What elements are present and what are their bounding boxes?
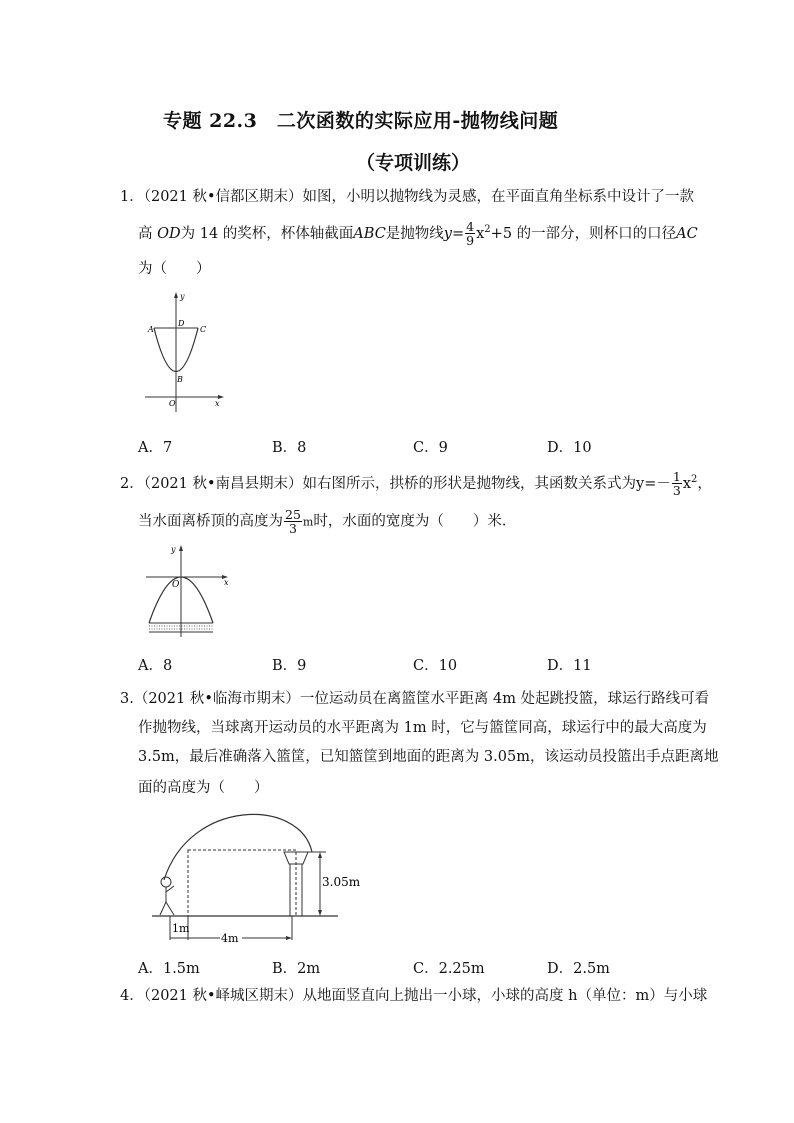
q3-dashed-rect xyxy=(188,850,296,916)
q1-l2-c: 是抛物线 xyxy=(385,225,444,242)
q3-line-1: 3.（2021 秋•临海市期末）一位运动员在离篮筐水平距离 4m 处起跳投篮，球运行路线可看 xyxy=(120,691,710,707)
q1-label-x: x xyxy=(215,399,220,408)
q1-l2-abc: ABC xyxy=(353,225,386,242)
q2-number: 2． xyxy=(120,475,144,492)
q2-option-c[interactable]: C．10 xyxy=(413,658,458,674)
q3-option-d[interactable]: D．2.5m xyxy=(547,961,610,977)
q2-line-2 xyxy=(138,508,516,535)
q2-l2-den: 3 xyxy=(288,521,297,536)
q1-label-d: D xyxy=(178,319,185,328)
q2-line-1 xyxy=(120,470,712,497)
q1-frac-den: 9 xyxy=(466,233,475,249)
q1-l2-ac: AC xyxy=(676,225,698,242)
q2-l2-b: 时，水面的宽度为（ ）米． xyxy=(313,513,517,530)
q1-l2-y: y xyxy=(443,225,452,242)
q2-height-fraction xyxy=(284,508,302,535)
q1-label-b: B xyxy=(177,375,183,384)
q3-line-4: 面的高度为（ ） xyxy=(138,780,269,796)
q3-line-3: 3.5m，最后准确落入篮筐，已知篮筐到地面的距离为 3.05m，该运动员投篮出手点距离地 xyxy=(138,749,719,765)
q1-frac-num: 4 xyxy=(466,219,475,235)
q1-number: 1． xyxy=(120,189,144,205)
q3-figure xyxy=(150,808,370,950)
q3-height-arrow-down-icon xyxy=(318,910,322,916)
q2-eq-x: x xyxy=(682,475,692,492)
q4-line-1: 4．（2021 秋•峄城区期末）从地面竖直向上抛出一小球，小球的高度 h（单位：m）与小球 xyxy=(120,988,708,1004)
q2-fraction xyxy=(672,470,682,497)
q1-label-y: y xyxy=(180,292,185,301)
q1-text-a: 如图，小明以抛物线为灵感，在平面直角坐标系中设计了一款 xyxy=(302,189,695,205)
q1-option-a[interactable]: A．7 xyxy=(138,440,173,456)
q3-dim-arrow-icon xyxy=(286,936,292,940)
q2-frac-den: 3 xyxy=(672,483,681,499)
q1-line-1 xyxy=(120,187,694,207)
q3-player-leg-l xyxy=(160,902,166,915)
q1-figure xyxy=(140,290,230,415)
q1-l2-x: x xyxy=(476,225,485,242)
q1-l2-d: +5 的一部分，则杯口的口径 xyxy=(490,225,677,242)
q1-line-2 xyxy=(138,220,698,247)
q1-option-d[interactable]: D．10 xyxy=(547,440,592,456)
q3-player-leg-r xyxy=(166,902,174,915)
q2-l2-unit: m xyxy=(302,515,314,529)
page-subtitle: （专项训练） xyxy=(356,152,471,174)
q3-option-c[interactable]: C．2.25m xyxy=(413,961,485,977)
q1-option-c[interactable]: C．9 xyxy=(413,440,448,456)
q1-l2-a: 高 xyxy=(138,225,158,242)
q1-l2-eq: = xyxy=(452,225,465,242)
q3-dim-1m-label: 1m xyxy=(172,922,190,935)
q2-l2-a: 当水面离桥顶的高度为 xyxy=(138,513,283,530)
q2-option-b[interactable]: B．9 xyxy=(272,658,307,674)
q3-dim-4m-label: 4m xyxy=(221,932,239,945)
q1-label-a: A xyxy=(148,325,154,334)
q2-figure xyxy=(144,543,234,639)
q3-player-head xyxy=(161,877,171,887)
q1-l2-sup: 2 xyxy=(484,224,491,235)
q2-eq-pre: y=－ xyxy=(636,475,671,492)
q2-eq-post: ， xyxy=(697,475,712,492)
q2-eq-sup: 2 xyxy=(691,474,698,485)
q2-label-x: x xyxy=(224,578,229,587)
q2-text-a: 如右图所示，拱桥的形状是抛物线，其函数关系式为 xyxy=(302,475,637,492)
q1-y-arrow-icon xyxy=(174,292,178,298)
q3-height-arrow-up-icon xyxy=(318,852,322,858)
q3-line-2: 作抛物线，当球离开运动员的水平距离为 1m 时，它与篮筐同高，球运行中的最大高度为 xyxy=(138,720,707,736)
q1-line-3: 为（ ） xyxy=(138,261,211,277)
q3-height-label: 3.05m xyxy=(322,875,361,889)
q1-label-c: C xyxy=(200,325,207,334)
q1-option-b[interactable]: B．8 xyxy=(272,440,307,456)
q1-fraction xyxy=(465,220,475,247)
q3-option-a[interactable]: A．1.5m xyxy=(138,961,200,977)
q2-option-a[interactable]: A．8 xyxy=(138,658,173,674)
q2-source: （2021 秋•南昌县期末） xyxy=(143,475,303,492)
q1-l2-od: OD xyxy=(157,225,181,242)
q1-label-o: O xyxy=(169,399,176,408)
q2-label-y: y xyxy=(171,545,176,554)
page-title: 专题 22.3 二次函数的实际应用-抛物线问题 xyxy=(163,110,559,132)
q1-l2-b: 为 14 的奖杯，杯体轴截面 xyxy=(180,225,354,242)
q2-option-d[interactable]: D．11 xyxy=(547,658,592,674)
q3-option-b[interactable]: B．2m xyxy=(272,961,321,977)
q2-l2-num: 25 xyxy=(285,507,301,522)
q2-label-o: O xyxy=(172,580,180,590)
q2-frac-num: 1 xyxy=(672,469,681,485)
q1-source: （2021 秋•信都区期末） xyxy=(143,189,303,205)
q2-y-arrow-icon xyxy=(179,545,183,551)
